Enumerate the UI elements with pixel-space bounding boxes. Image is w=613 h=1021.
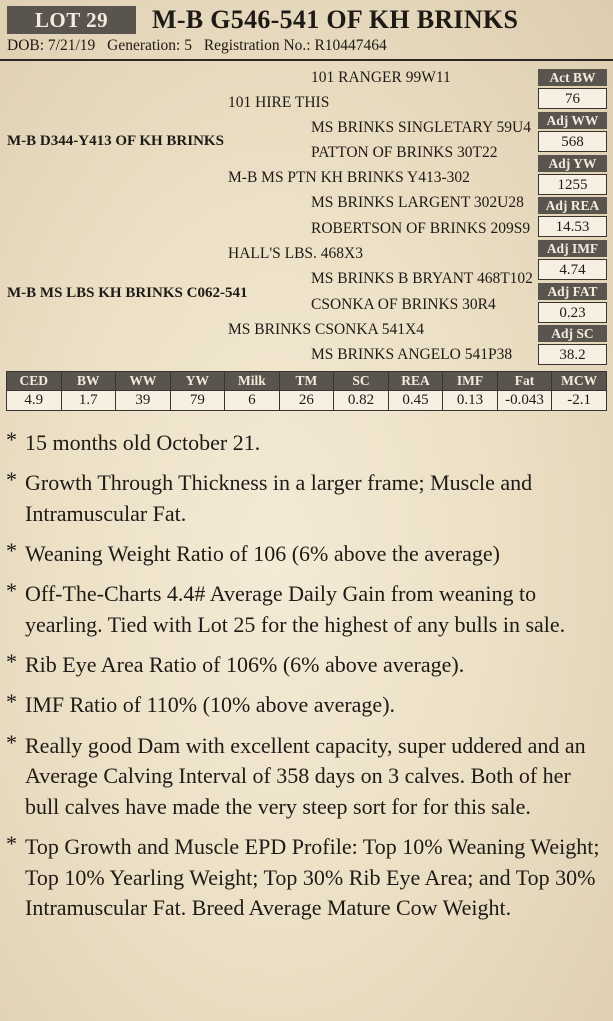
pedigree-sire: M-B D344-Y413 OF KH BRINKS (7, 133, 224, 149)
notes-list (6, 428, 606, 933)
epd-value-row (7, 391, 607, 411)
pedigree-sire-sire-sire: 101 RANGER 99W11 (311, 69, 451, 86)
note-text: Rib Eye Area Ratio of 106% (6% above average). (25, 652, 465, 678)
stat-value-adj-sc: 38.2 (538, 344, 607, 365)
epd-value-rea: 0.45 (388, 391, 443, 411)
pedigree-dam-sire-dam: MS BRINKS B BRYANT 468T102 (311, 270, 533, 287)
note-item (6, 731, 606, 823)
stat-value-adj-yw: 1255 (538, 174, 607, 195)
epd-header-sc: SC (334, 372, 389, 391)
pedigree-sire-dam-sire: PATTON OF BRINKS 30T22 (311, 144, 498, 161)
note-text: Growth Through Thickness in a larger frame; Muscle and Intramuscular Fat. (25, 470, 533, 526)
note-item (6, 650, 606, 681)
pedigree-dam-dam-dam: MS BRINKS ANGELO 541P38 (311, 346, 513, 363)
pedigree-dam-sire-sire: ROBERTSON OF BRINKS 209S9 (311, 220, 531, 237)
pedigree-sire-dam-dam: MS BRINKS LARGENT 302U28 (311, 194, 524, 211)
epd-value-mcw: -2.1 (552, 391, 607, 411)
bullet-marker: * (6, 831, 17, 857)
epd-value-ww: 39 (116, 391, 171, 411)
generation: Generation: 5 (107, 37, 192, 54)
epd-value-ced: 4.9 (7, 391, 62, 411)
epd-header-mcw: MCW (552, 372, 607, 391)
stat-label-adj-rea: Adj REA (538, 197, 607, 214)
note-text: 15 months old October 21. (25, 430, 261, 455)
stat-value-act-bw: 76 (538, 88, 607, 109)
stat-label-adj-fat: Adj FAT (538, 283, 607, 300)
epd-table (6, 371, 607, 411)
header-divider (0, 59, 613, 61)
bullet-marker: * (6, 649, 17, 675)
note-item (6, 428, 606, 459)
stat-label-adj-yw: Adj YW (538, 155, 607, 172)
epd-header-ww: WW (116, 372, 171, 391)
bullet-marker: * (6, 538, 17, 564)
pedigree-sire-sire: 101 HIRE THIS (228, 94, 330, 111)
epd-value-tm: 26 (279, 391, 334, 411)
pedigree-dam-dam-sire: CSONKA OF BRINKS 30R4 (311, 296, 496, 313)
note-text: IMF Ratio of 110% (10% above average). (25, 692, 396, 718)
epd-value-imf: 0.13 (443, 391, 498, 411)
pedigree-dam-dam: MS BRINKS CSONKA 541X4 (228, 321, 424, 338)
epd-value-fat: -0.043 (497, 391, 552, 411)
epd-header-imf: IMF (443, 372, 498, 391)
bullet-marker: * (6, 689, 17, 715)
note-item (6, 579, 606, 640)
pedigree-sire-dam: M-B MS PTN KH BRINKS Y413-302 (228, 169, 470, 186)
pedigree-dam-sire: HALL'S LBS. 468X3 (228, 245, 363, 262)
note-item (6, 832, 606, 924)
note-text: Off-The-Charts 4.4# Average Daily Gain from weaning to yearling. Tied with Lot 25 for the highest of any bulls in sale. (25, 581, 566, 637)
registration-number: Registration No.: R10447464 (203, 37, 387, 54)
epd-header-ced: CED (7, 372, 62, 391)
epd-header-tm: TM (279, 372, 334, 391)
stat-value-adj-imf: 4.74 (538, 259, 607, 280)
note-item (6, 690, 606, 721)
info-line (7, 37, 395, 55)
note-text: Top Growth and Muscle EPD Profile: Top 10% Weaning Weight; Top 10% Yearling Weight; Top 30% Rib Eye Area; and Top 30% Intramuscular Fat. Breed Average Mature Cow Weight. (25, 834, 600, 921)
epd-value-yw: 79 (170, 391, 225, 411)
bullet-marker: * (6, 467, 17, 493)
stat-value-adj-rea: 14.53 (538, 216, 607, 237)
stat-label-adj-sc: Adj SC (538, 325, 607, 342)
note-item (6, 539, 606, 570)
dob: DOB: 7/21/19 (7, 37, 96, 54)
note-text: Weaning Weight Ratio of 106 (6% above the average) (25, 541, 500, 567)
epd-header-bw: BW (61, 372, 116, 391)
animal-name: M-B G546-541 OF KH BRINKS (152, 5, 519, 34)
epd-header-rea: REA (388, 372, 443, 391)
bullet-marker: * (6, 578, 17, 604)
note-text: Really good Dam with excellent capacity, super uddered and an Average Calving Interval of 358 days on 3 calves. Both of her bull calves have made the very steep sort for for this sale. (25, 732, 586, 819)
stat-label-act-bw: Act BW (538, 69, 607, 86)
stat-value-adj-fat: 0.23 (538, 302, 607, 323)
epd-value-bw: 1.7 (61, 391, 116, 411)
stat-label-adj-ww: Adj WW (538, 112, 607, 129)
bullet-marker: * (6, 729, 17, 755)
stat-label-adj-imf: Adj IMF (538, 240, 607, 257)
bullet-marker: * (6, 427, 17, 452)
epd-header-row (7, 372, 607, 391)
epd-header-yw: YW (170, 372, 225, 391)
stat-value-adj-ww: 568 (538, 131, 607, 152)
pedigree-sire-sire-dam: MS BRINKS SINGLETARY 59U4 (311, 119, 531, 136)
pedigree-dam: M-B MS LBS KH BRINKS C062-541 (7, 285, 248, 301)
note-item (6, 468, 606, 529)
epd-value-sc: 0.82 (334, 391, 389, 411)
lot-badge: LOT 29 (7, 6, 136, 34)
epd-header-milk: Milk (225, 372, 280, 391)
epd-header-fat: Fat (497, 372, 552, 391)
epd-value-milk: 6 (225, 391, 280, 411)
